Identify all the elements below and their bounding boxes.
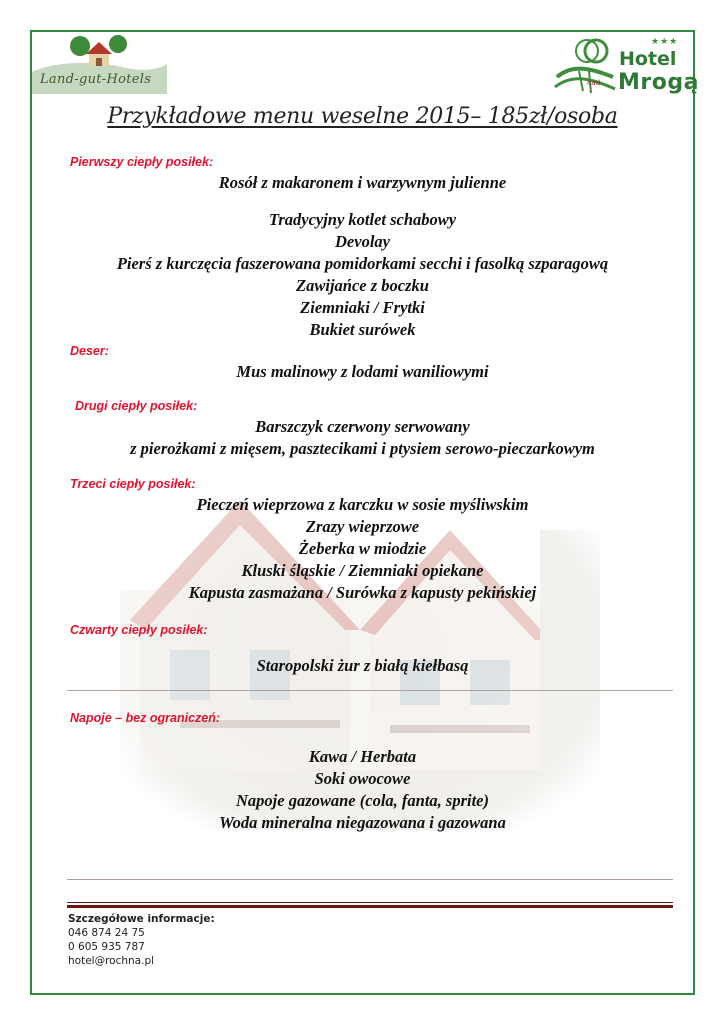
menu-item: Devolay <box>335 232 390 251</box>
menu-item: Tradycyjny kotlet schabowy <box>268 210 457 229</box>
section-label-dessert: Deser: <box>70 344 109 358</box>
menu-item: Staropolski żur z białą kiełbasą <box>256 656 469 675</box>
menu-item: Kluski śląskie / Ziemniaki opiekane <box>241 561 484 580</box>
menu-item: z pierożkami z mięsem, pasztecikami i ptysiem serowo-pieczarkowym <box>130 439 595 458</box>
menu-item: Bukiet surówek <box>309 320 416 339</box>
hotel-logo-prefix: nad <box>587 79 601 87</box>
menu-item: Rosół z makaronem i warzywnym julienne <box>218 173 507 192</box>
menu-item: Napoje gazowane (cola, fanta, sprite) <box>236 791 489 810</box>
section-label-fourth: Czwarty ciepły posiłek: <box>70 623 208 637</box>
footer-divider-thick <box>67 905 673 908</box>
menu-item: Mus malinowy z lodami waniliowymi <box>236 362 489 381</box>
menu-item: Zawijańce z boczku <box>296 276 429 295</box>
contact-info <box>68 912 215 968</box>
contact-email[interactable]: hotel@rochna.pl <box>68 955 155 967</box>
hotel-logo-word: Hotel <box>619 48 677 70</box>
land-gut-hotels-text: Land-gut-Hotels <box>40 72 152 87</box>
footer-divider-thin <box>67 902 673 903</box>
divider <box>67 879 673 880</box>
menu-item: Pierś z kurczęcia faszerowana pomidorkami secchi i fasolką szparagową <box>116 254 609 273</box>
section-label-third: Trzeci ciepły posiłek: <box>70 477 196 491</box>
menu-item: Kapusta zasmażana / Surówka z kapusty pekińskiej <box>188 583 537 602</box>
contact-phone-1: 046 874 24 75 <box>68 927 145 939</box>
menu-item: Ziemniaki / Frytki <box>300 298 425 317</box>
menu-item: Barszczyk czerwony serwowany <box>255 417 470 436</box>
section-label-first: Pierwszy ciepły posiłek: <box>70 155 214 169</box>
contact-heading: Szczegółowe informacje: <box>68 913 215 925</box>
section-label-second: Drugi ciepły posiłek: <box>75 399 198 413</box>
page-title: Przykładowe menu weselne 2015– 185zł/osoba <box>107 104 618 129</box>
menu-item: Kawa / Herbata <box>308 747 417 766</box>
hotel-logo-name: Mrogą <box>618 70 699 95</box>
menu-item: Żeberka w miodzie <box>298 539 427 558</box>
menu-item: Soki owocowe <box>314 769 411 788</box>
star-rating-icon: ★★★ <box>651 37 679 47</box>
divider <box>67 690 673 691</box>
section-label-drinks: Napoje – bez ograniczeń: <box>70 711 221 725</box>
menu-item: Woda mineralna niegazowana i gazowana <box>219 813 506 832</box>
menu-item: Zrazy wieprzowe <box>305 517 420 536</box>
menu-item: Pieczeń wieprzowa z karczku w sosie myśliwskim <box>196 495 529 514</box>
contact-phone-2: 0 605 935 787 <box>68 941 145 953</box>
